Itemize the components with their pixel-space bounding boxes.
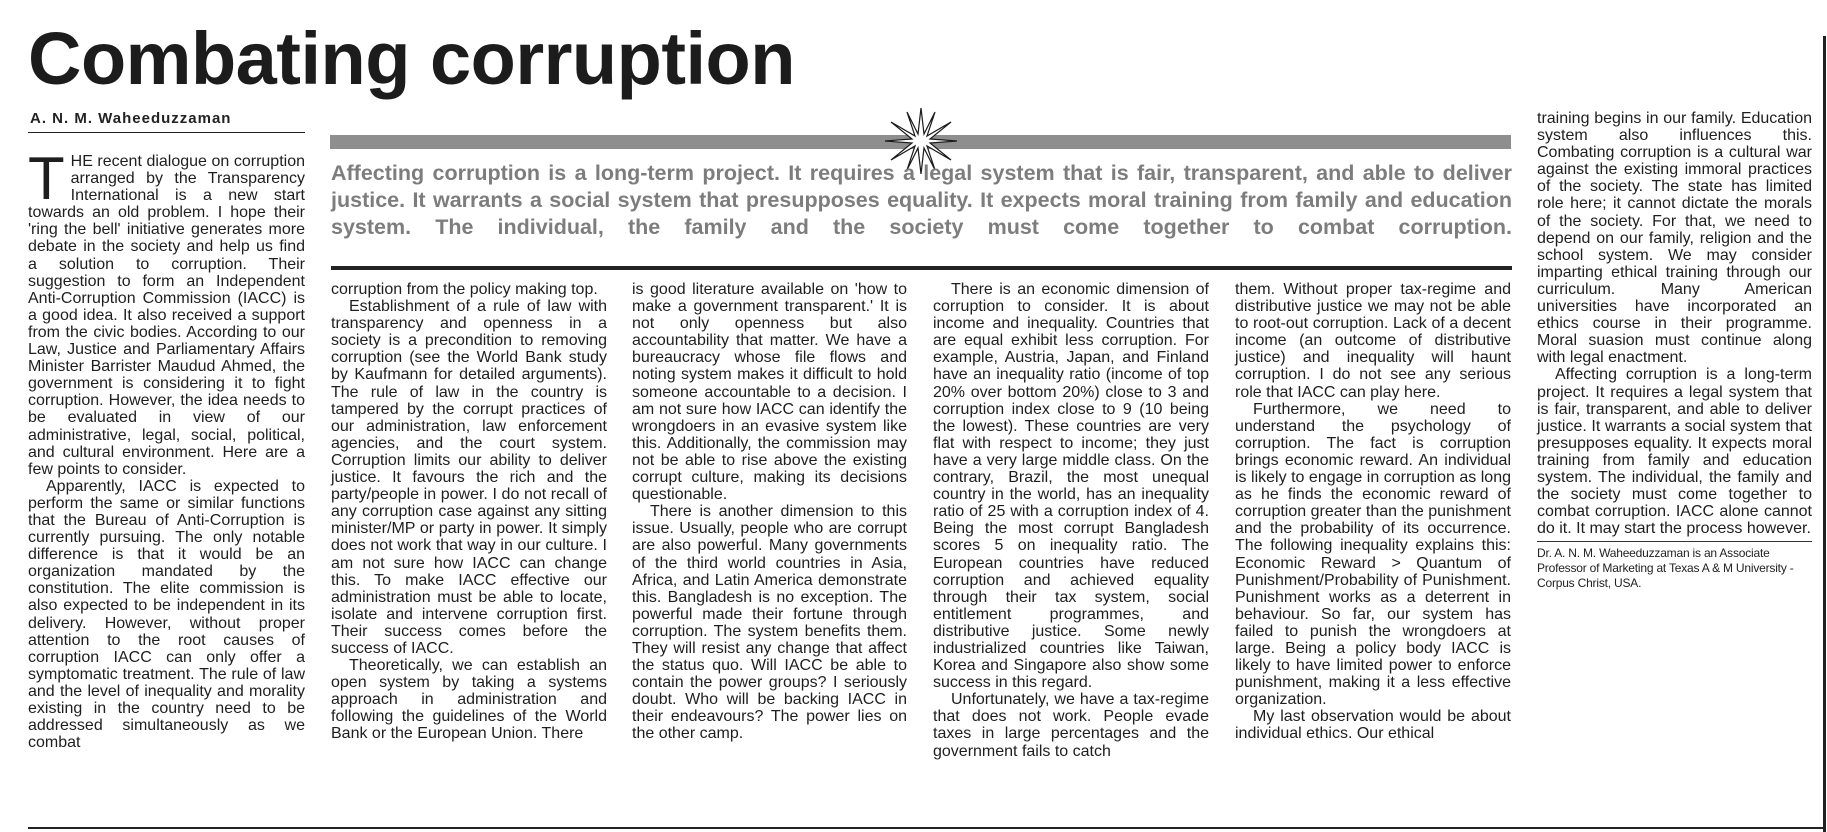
pull-quote-bottom-rule (331, 266, 1512, 270)
paragraph: Affecting corruption is a long-term project. It requires a legal system that is fair, transparent, and able to deliver justice. It warrants a social system that presupposes equality. It expects moral training from family and education system. The individual, the family and the society must come together to combat corruption. IACC alone cannot do it. It may start the process however. (1537, 366, 1812, 538)
paragraph: Establishment of a rule of law with transparency and openness in a society is a precondition to removing corruption (see the World Bank study by Kaufmann for detailed arguments). The rule of law in the country is tampered by the corrupt practices of our administration, law enforcement agencies, and the court system. Corruption limits our ability to deliver justice. It favours the rich and the party/people in power. I do not recall of any corruption case against any sitting minister/MP or party in power. It simply does not work that way in our culture. I am not sure how IACC can change this. To make IACC effective our administration must be able to locate, isolate and intervene corruption first. Their success comes before the success of IACC. (331, 298, 607, 657)
column-5 (1235, 281, 1511, 743)
paragraph: There is another dimension to this issue. Usually, people who are corrupt are also powerful. Many governments of the third world countries in Asia, Africa, and Latin America demonstrate this. Bangladesh is no exception. The powerful made their fortune through corruption. The system benefits them. They will resist any change that affect the status quo. Will IACC be able to contain the power groups? I seriously doubt. Who will be backing IACC in their endeavours? The power lies on the other camp. (632, 503, 907, 743)
paragraph: My last observation would be about individual ethics. Our ethical (1235, 708, 1511, 743)
paragraph: Apparently, IACC is expected to perform the same or similar functions that the Bureau of Anti-Corruption is currently pursuing. The only notable difference is that it would be an organization mandated by the constitution. The elite commission is also expected to be independent in its delivery. However, without proper attention to the root causes of corruption IACC can only offer a symptomatic treatment. The rule of law and the level of inequality and morality existing in the country need to be addressed simultaneously as we combat (28, 477, 305, 752)
paragraph: Unfortunately, we have a tax-regime that does not work. People evade taxes in large percentages and the government fails to catch (933, 691, 1209, 760)
page-bottom-border (28, 827, 1823, 829)
column-1 (28, 145, 305, 752)
column-6 (1537, 110, 1812, 591)
paragraph: Furthermore, we need to understand the psychology of corruption. The fact is corruption brings economic reward. An individual is likely to engage in corruption as long as he finds the economic reward of corruption greater than the punishment and the probability of its occurrence. The following inequality explains this: Economic Reward > Quantum of Punishment/Probability of Punishment. Punishment works as a deterrent in behaviour. So far, our system has failed to punish the wrongdoers at large. Being a policy body IACC is likely to have limited power to enforce punishment, making it a less effective organization. (1235, 400, 1511, 709)
bio-divider (1537, 541, 1812, 542)
byline: A. N. M. Waheeduzzaman (30, 110, 232, 127)
column-4 (933, 281, 1209, 760)
column-2 (331, 281, 607, 743)
article-title: Combating corruption (28, 17, 795, 100)
paragraph: training begins in our family. Education system also influences this. Combating corruption is a cultural war against the existing immoral practices of the society. The state has limited role here; it cannot dictate the morals of the society. For that, we need to depend on our family, religion and the school system. We may consider imparting ethical training through our curriculum. Many American universities have incorporated an ethics course in their programme. Moral suasion must continue along with legal enactment. (1537, 110, 1812, 367)
paragraph: them. Without proper tax-regime and distributive justice we may not be able to root-out corruption. Lack of a decent income (an outcome of distributive justice) and inequality will haunt corruption. I do not see any serious role that IACC can play here. (1235, 281, 1511, 401)
column-3 (632, 281, 907, 743)
paragraph: There is an economic dimension of corruption to consider. It is about income and inequality. Countries that are equal exhibit less corruption. For example, Austria, Japan, and Finland have an inequality ratio (income of top 20% over bottom 20%) close to 3 and corruption index close to 9 (10 being the lowest). These countries are very flat with respect to income; they just have a very large middle class. On the contrary, Brazil, the most unequal country in the world, has an inequality ratio of 25 with a corruption index of 4. Being the most corrupt Bangladesh scores 5 on inequality ratio. The European countries have reduced corruption and achieved equality through their tax system, social entitlement programmes, and distributive justice. Some newly industrialized countries like Taiwan, Korea and Singapore also show some success in this regard. (933, 281, 1209, 692)
author-bio: Dr. A. N. M. Waheeduzzaman is an Associate Professor of Marketing at Texas A & M University - Corpus Christ, USA. (1537, 546, 1794, 591)
paragraph: corruption from the policy making top. (331, 281, 598, 298)
paragraph: is good literature available on 'how to make a government transparent.' It is not only openness but also accountability that matter. We have a bureaucracy whose file flows and noting system makes it difficult to hold someone accountable to a decision. I am not sure how IACC can identify the wrongdoers in an evasive system like this. Additionally, the commission may not be able to rise above the existing corrupt culture, making its decisions questionable. (632, 281, 907, 504)
byline-divider (28, 132, 305, 133)
paragraph: Theoretically, we can establish an open system by taking a systems approach in administration and following the guidelines of the World Bank or the European Union. There (331, 657, 607, 743)
paragraph (28, 145, 305, 478)
drop-cap: T (28, 145, 65, 212)
page-right-border (1823, 36, 1826, 832)
paragraph-text: HE recent dialogue on corruption arranged by the Transparency International is a new start towards an old problem. I hope their 'ring the bell' initiative generates more debate in the society and help us find a solution to corruption. Their suggestion to form an Independent Anti-Corruption Commission (IACC) is a good idea. It also received a support from the civic bodies. According to our Law, Justice and Parliamentary Affairs Minister Barrister Maudud Ahmed, the government is considering it to fight corruption. However, the idea needs to be evaluated in view of our administrative, legal, social, political, and cultural environment. Here are a few points to consider. (28, 153, 305, 478)
pull-quote: Affecting corruption is a long-term project. It requires a legal system that is fair, transparent, and able to deliver justice. It warrants a social system that presupposes equality. It expects moral training from family and education system. The individual, the family and the society must come together to combat corruption. (331, 161, 1512, 239)
